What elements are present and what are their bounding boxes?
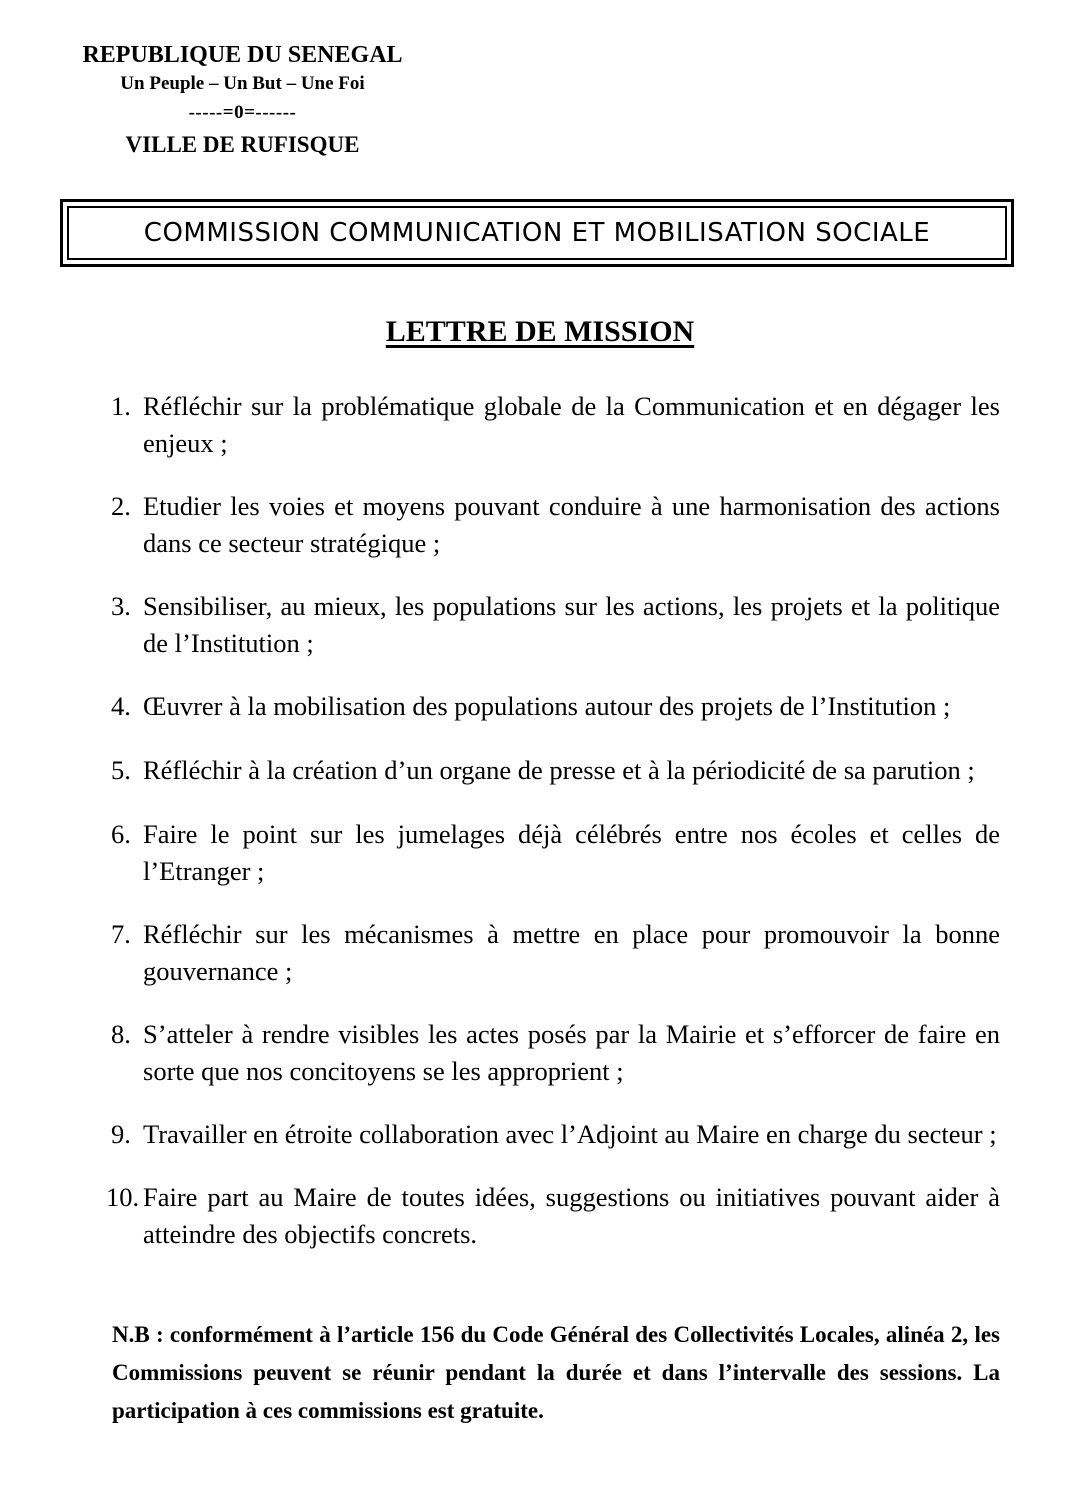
mission-number: 9. [111,1119,131,1149]
mission-text: Sensibiliser, au mieux, les populations sur les actions, les projets et la politique de l’Institution ; [143,591,1000,658]
mission-text: S’atteler à rendre visibles les actes posés par la Mairie et s’efforcer de faire en sorte que nos concitoyens se les approprient ; [143,1019,1000,1086]
mission-text: Réfléchir sur les mécanismes à mettre en place pour promouvoir la bonne gouvernance ; [143,919,1000,986]
mission-text: Réfléchir à la création d’un organe de presse et à la périodicité de sa parution ; [143,755,975,785]
document-header [40,40,445,162]
document-title-text: LETTRE DE MISSION [385,315,695,348]
mission-number: 7. [111,919,131,949]
nb-note: N.B : conformément à l’article 156 du Code Général des Collectivités Locales, alinéa 2, les Commissions peuvent se réunir pendant la durée et dans l’intervalle des sessions. La participation à ces commissions est gratuite. [112,1322,1000,1423]
mission-text: Œuvrer à la mobilisation des populations autour des projets de l’Institution ; [143,691,951,721]
republic-name: REPUBLIQUE DU SENEGAL [82,42,403,68]
mission-item [106,752,1000,789]
mission-number: 8. [111,1019,131,1049]
national-motto: Un Peuple – Un But – Une Foi [120,73,365,94]
header-separator: -----=0=------ [188,102,297,123]
mission-number: 4. [111,691,131,721]
mission-number: 6. [111,819,131,849]
commission-inner-frame [67,206,1007,260]
mission-text: Faire part au Maire de toutes idées, suggestions ou initiatives pouvant aider à atteindre des objectifs concrets. [143,1182,1000,1249]
commission-title: COMMISSION COMMUNICATION ET MOBILISATION SOCIALE [143,218,931,248]
mission-item [106,1116,1000,1153]
mission-number: 5. [111,755,131,785]
mission-text: Réfléchir sur la problématique globale de la Communication et en dégager les enjeux ; [143,391,1000,458]
mission-item [106,388,1000,462]
mission-item [106,1179,1000,1253]
mission-item [106,1016,1000,1090]
mission-list [106,388,1000,1279]
mission-item [106,816,1000,890]
mission-item [106,488,1000,562]
mission-text: Faire le point sur les jumelages déjà célébrés entre nos écoles et celles de l’Etranger ; [143,819,1000,886]
city-name: VILLE DE RUFISQUE [125,132,360,157]
mission-text: Etudier les voies et moyens pouvant conduire à une harmonisation des actions dans ce secteur stratégique ; [143,491,1000,558]
document-title [0,312,1080,352]
commission-frame [60,199,1014,267]
mission-item [106,916,1000,990]
mission-text: Travailler en étroite collaboration avec l’Adjoint au Maire en charge du secteur ; [143,1119,997,1149]
mission-item [106,688,1000,725]
mission-number: 2. [111,491,131,521]
mission-number: 3. [111,591,131,621]
mission-number: 10. [106,1182,140,1212]
mission-number: 1. [111,391,131,421]
mission-item [106,588,1000,662]
